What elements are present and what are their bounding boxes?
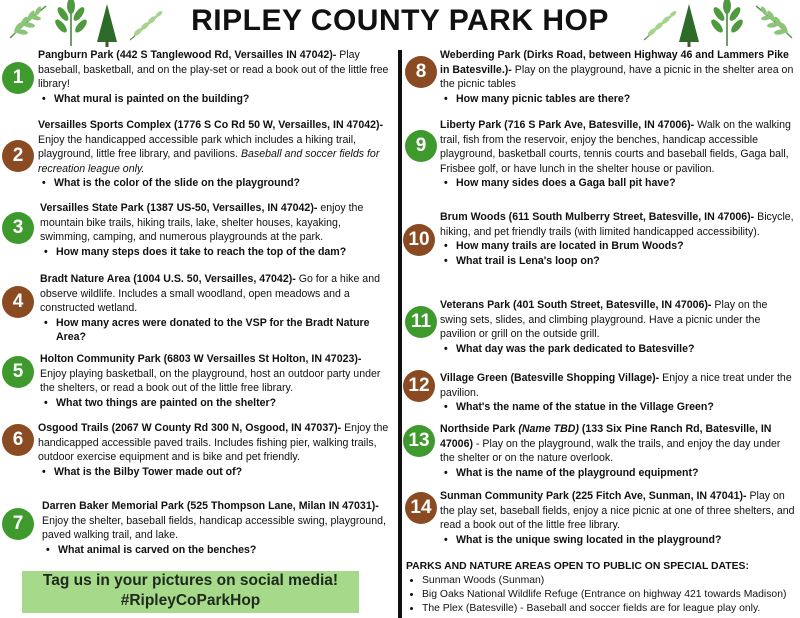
park-name: Weberding Park (Dirks Road, between Highway 46 and Lammers Pike in Batesville.)-: [440, 49, 789, 76]
column-divider: [398, 50, 402, 618]
park-name: Darren Baker Memorial Park (525 Thompson Lane, Milan IN 47031)-: [42, 500, 379, 512]
park-entry-northside: [440, 422, 796, 480]
park-entry-liberty: [440, 118, 796, 191]
page-title: RIPLEY COUNTY PARK HOP: [191, 4, 609, 37]
park-name: Pangburn Park (442 S Tanglewood Rd, Versailles IN 47042)-: [38, 49, 337, 61]
park-entry-holton: [40, 352, 390, 410]
park-question: • What animal is carved on the benches?: [42, 543, 392, 558]
park-question: • What's the name of the statue in the Village Green?: [440, 400, 796, 415]
park-name-prefix: Northside Park: [440, 423, 519, 435]
park-entry-pangburn: [38, 48, 390, 106]
park-number-badge: 9: [405, 130, 437, 162]
park-question: • How many trails are located in Brum Woods?: [440, 239, 796, 254]
park-description: Enjoy a nice treat under the pavilion.: [440, 372, 792, 399]
park-number-badge: 5: [2, 356, 34, 388]
park-question: • What mural is painted on the building?: [38, 92, 390, 107]
park-number-badge: 13: [403, 425, 435, 457]
park-number-badge: 8: [405, 56, 437, 88]
park-number-badge: 14: [405, 492, 437, 524]
park-entry-versailles-sports: [38, 118, 390, 191]
park-description: Enjoy the handicapped accessible paved trails. Includes fishing pier, walking trails, outdoor exercise equipment and is bike and pet friendly.: [38, 422, 389, 463]
special-dates-list: [406, 574, 796, 616]
park-entry-versailles-state: [40, 201, 390, 259]
park-number-badge: 7: [2, 508, 34, 540]
park-number-badge: 4: [2, 286, 34, 318]
park-number-badge: 1: [2, 62, 34, 94]
park-number-badge: 2: [2, 140, 34, 172]
park-number-badge: 11: [405, 306, 437, 338]
park-question: • What two things are painted on the shelter?: [40, 396, 390, 411]
park-name: Versailles State Park (1387 US-50, Versailles, IN 47042)-: [40, 202, 318, 214]
park-name: Village Green (Batesville Shopping Village)-: [440, 372, 660, 384]
park-name: Veterans Park (401 South Street, Batesville, IN 47006)-: [440, 299, 712, 311]
park-description: Play on the swing sets, slides, and climbing playground. Have a picnic under the pavilion or grill on the outside grill.: [440, 299, 768, 340]
social-media-tag-box: [22, 571, 359, 613]
park-number-badge: 10: [403, 224, 435, 256]
park-description: Enjoy the handicapped accessible park which includes a hiking trail, playground, little free library, and pavilions.: [38, 133, 356, 160]
park-entry-osgood-trails: [38, 421, 390, 479]
park-entry-veterans: [440, 298, 796, 356]
park-name: Bradt Nature Area (1004 U.S. 50, Versailles, 47042)-: [40, 273, 296, 285]
park-question: • What trail is Lena's loop on?: [440, 254, 796, 269]
park-name: Sunman Community Park (225 Fitch Ave, Sunman, IN 47041)-: [440, 490, 747, 502]
park-note: Baseball and soccer fields for recreation league only.: [38, 148, 380, 175]
park-description: Enjoy the shelter, baseball fields, handicap accessible swing, playground, paved walking trail, and lake.: [42, 514, 386, 541]
special-dates-header: PARKS AND NATURE AREAS OPEN TO PUBLIC ON SPECIAL DATES:: [406, 561, 749, 572]
park-question: • How many sides does a Gaga ball pit have?: [440, 176, 796, 191]
social-media-callout: Tag us in your pictures on social media!: [42, 572, 339, 589]
park-question: • What is the unique swing located in the playground?: [440, 533, 796, 548]
park-description: Walk on the walking trail, fish from the reservoir, enjoy the benches, handicap accessible playground, basketball courts, tennis courts and baseball fields, Gaga ball, Frisbee golf, or have lunch in the shelter house or pavilion.: [440, 119, 791, 175]
list-item: • Big Oaks National Wildlife Refuge (Entrance on highway 421 towards Madison): [422, 588, 796, 602]
park-question: • What day was the park dedicated to Batesville?: [440, 342, 796, 357]
park-name: Brum Woods (611 South Mulberry Street, Batesville, IN 47006)-: [440, 211, 755, 223]
park-question: • How many picnic tables are there?: [440, 92, 796, 107]
park-entry-brum-woods: [440, 210, 796, 268]
park-description: Bicycle, hiking, and pet friendly trails (with limited handicapped accessibility).: [440, 211, 794, 238]
list-item: • The Plex (Batesville) - Baseball and soccer fields are for league play only.: [422, 602, 796, 616]
park-number-badge: 6: [2, 424, 34, 456]
park-question: • How many steps does it take to reach the top of the dam?: [40, 245, 390, 260]
park-name: (133 Six Pine Ranch Rd, Batesville, IN 47006): [440, 423, 772, 450]
park-number-badge: 12: [403, 370, 435, 402]
park-name: Osgood Trails (2067 W County Rd 300 N, Osgood, IN 47037)-: [38, 422, 342, 434]
park-entry-darren-baker: [42, 499, 392, 557]
hashtag: #RipleyCoParkHop: [120, 592, 261, 609]
special-dates-section: [406, 560, 796, 616]
park-description: Play on the playground, have a picnic in the shelter area on the picnic tables: [440, 63, 794, 90]
park-description: Go for a hike and observe wildlife. Includes a small woodland, open meadows and a constructed wetland.: [40, 273, 380, 314]
park-entry-bradt: [40, 272, 390, 345]
park-entry-village-green: [440, 371, 796, 415]
park-description: Play baseball, basketball, and on the play-set or read a book out of the little free library!: [38, 49, 389, 90]
park-entry-weberding: [440, 48, 796, 106]
park-entry-sunman: [440, 489, 796, 547]
park-description: Enjoy playing basketball, on the playground, host an outdoor party under the shelters, or read a book out of the little free library.: [40, 367, 381, 394]
park-description: Play on the play set, baseball fields, enjoy a nice picnic at one of three shelters, and read a book out of the little free library.: [440, 490, 795, 531]
park-name: Holton Community Park (6803 W Versailles St Holton, IN 47023)-: [40, 353, 362, 365]
park-number-badge: 3: [2, 212, 34, 244]
list-item: • Sunman Woods (Sunman): [422, 574, 796, 588]
park-name: Versailles Sports Complex (1776 S Co Rd 50 W, Versailles, IN 47042)-: [38, 119, 384, 131]
park-question: • How many acres were donated to the VSP for the Bradt Nature Area?: [40, 316, 390, 345]
park-description: - Play on the playground, walk the trails, and enjoy the day under the shelter or on the nature overlook.: [440, 437, 781, 464]
park-name-tbd: (Name TBD): [518, 423, 579, 435]
park-question: • What is the Bilby Tower made out of?: [38, 465, 390, 480]
park-question: • What is the color of the slide on the playground?: [38, 176, 390, 191]
park-description: enjoy the mountain bike trails, hiking trails, lake, shelter houses, kayaking, swimming, camping, and numerous playgrounds at the park.: [40, 202, 364, 243]
park-name: Liberty Park (716 S Park Ave, Batesville, IN 47006)-: [440, 119, 695, 131]
park-question: • What is the name of the playground equipment?: [440, 466, 796, 481]
